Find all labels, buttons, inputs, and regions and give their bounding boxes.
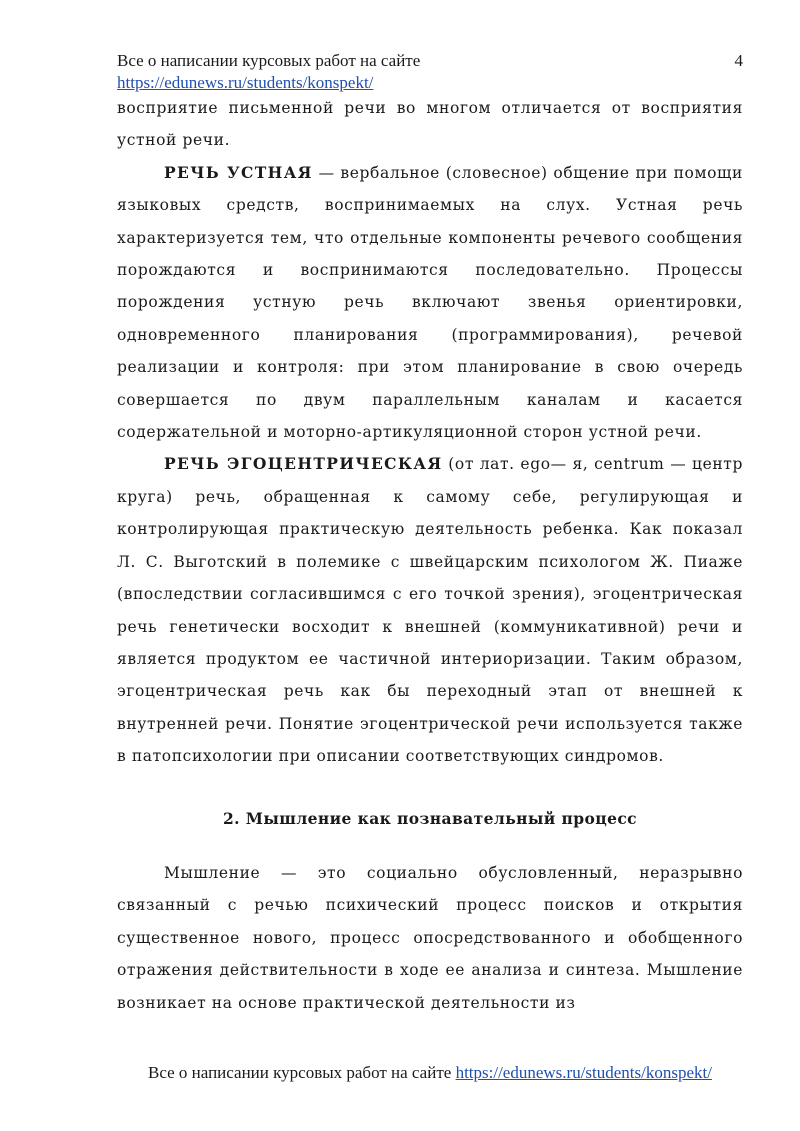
footer-text: Все о написании курсовых работ на сайте: [148, 1063, 456, 1082]
definition-egocentric-speech: (от лат. ego— я, centrum — центр круга) речь, обращенная к самому себе, регулирующая и контролирующая практическую деятельность ребенка. Как показал Л. С. Выготский в полемике с швейцарским психологом Ж. Пиаже (впоследствии согласившимся с его точкой зрения), эгоцентрическая речь генетически восходит к внешней (коммуникативной) речи и является продуктом ее частичной интериоризации. Таким образом, эгоцентрическая речь как бы переходный этап от внешней к внутренней речи. Понятие эгоцентрической речи используется также в патопсихологии при описании соответствующих синдромов.: [117, 455, 743, 766]
page-number: 4: [734, 51, 743, 70]
paragraph-oral-speech: [117, 157, 743, 449]
term-egocentric-speech: РЕЧЬ ЭГОЦЕНТРИЧЕСКАЯ: [164, 454, 443, 474]
document-body: [117, 92, 743, 1019]
paragraph-egocentric-speech: [117, 448, 743, 772]
footer-link[interactable]: https://edunews.ru/students/konspekt/: [455, 1063, 712, 1082]
page-header: [117, 50, 743, 94]
paragraph-continuation: восприятие письменной речи во многом отличается от восприятия устной речи.: [117, 99, 743, 150]
header-title: Все о написании курсовых работ на сайте: [117, 51, 421, 70]
term-oral-speech: РЕЧЬ УСТНАЯ: [164, 162, 313, 182]
definition-oral-speech: — вербальное (словесное) общение при помощи языковых средств, воспринимаемых на слух. Устная речь характеризуется тем, что отдельные компоненты речевого сообщения порождаются и воспринимаются последовательно. Процессы порождения устную речь включают звенья ориентировки, одновременного планирования (программирования), речевой реализации и контроля: при этом планирование в свою очередь совершается по двум параллельным каналам и касается содержательной и моторно-артикуляционной сторон устной речи.: [117, 163, 743, 442]
paragraph-thinking: Мышление — это социально обусловленный, неразрывно связанный с речью психический процесс поисков и открытия существенное нового, процесс опосредствованного и обобщенного отражения действительности в ходе ее анализа и синтеза. Мышление возникает на основе практической деятельности из: [117, 863, 743, 1012]
page-footer: [117, 1062, 743, 1084]
section-heading: 2. Мышление как познавательный процесс: [222, 808, 638, 828]
header-link[interactable]: https://edunews.ru/students/konspekt/: [117, 73, 374, 92]
